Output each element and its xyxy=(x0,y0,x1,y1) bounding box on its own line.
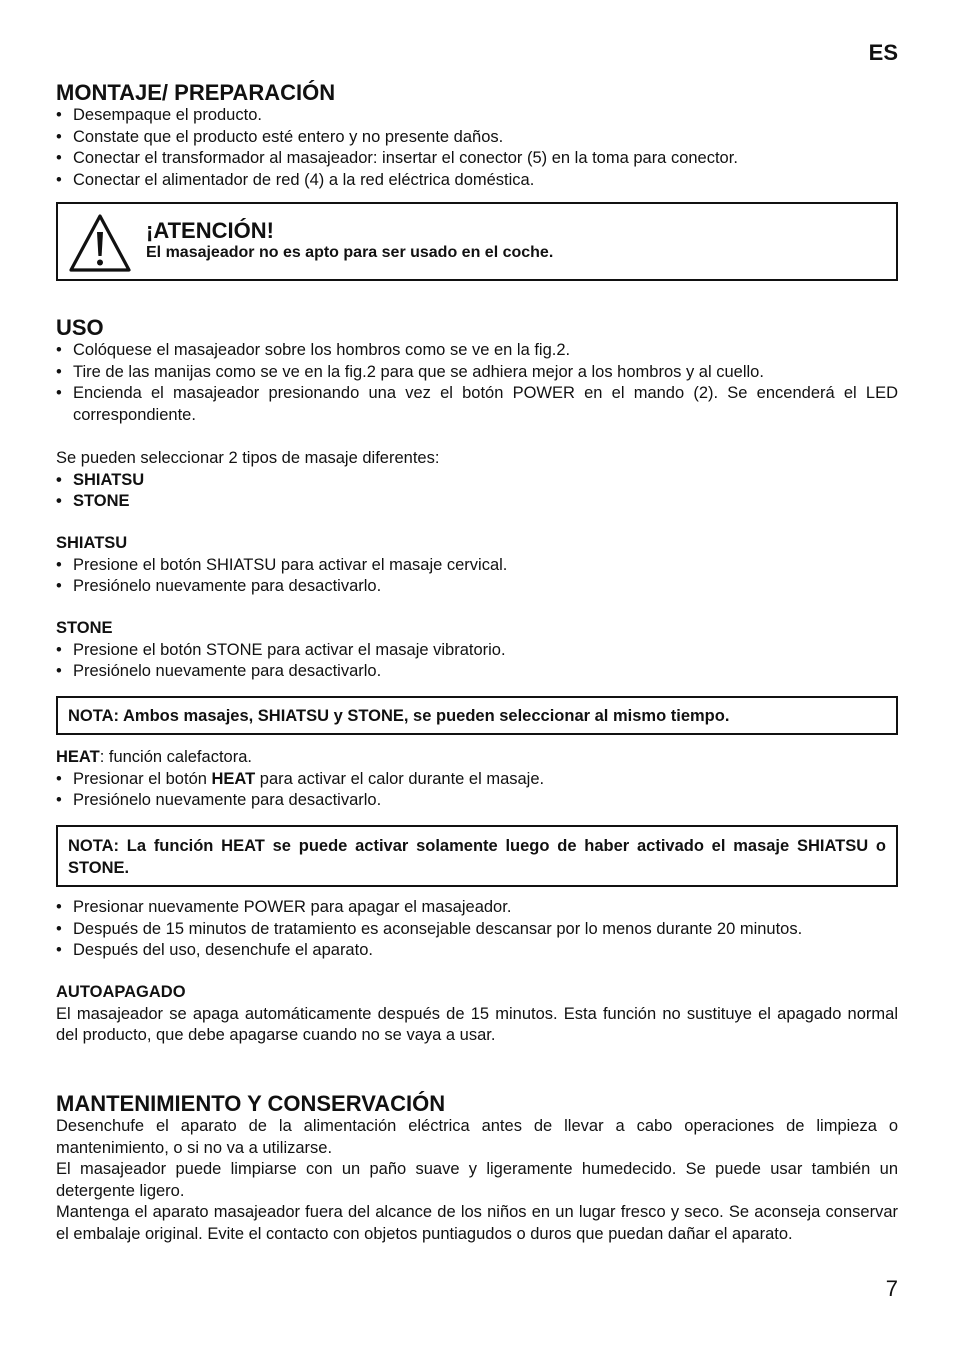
list-item: • Presiónelo nuevamente para desactivarlo. xyxy=(56,661,898,683)
stone-list xyxy=(56,640,898,683)
uso-list xyxy=(56,340,898,426)
list-item: • Tire de las manijas como se ve en la fig.2 para que se adhiera mejor a los hombros y al cuello. xyxy=(56,362,898,384)
warning-text: El masajeador no es apto para ser usado en el coche. xyxy=(146,244,554,261)
page-number: 7 xyxy=(885,1276,898,1301)
list-item: • Después de 15 minutos de tratamiento es aconsejable descansar por lo menos durante 20 minutos. xyxy=(56,919,898,941)
list-item: • Presiónelo nuevamente para desactivarlo. xyxy=(56,576,898,598)
massage-types xyxy=(56,448,898,513)
heat-item-text: para activar el calor durante el masaje. xyxy=(255,769,545,788)
section-title-montaje: MONTAJE/ PREPARACIÓN xyxy=(56,80,336,105)
section-power-off xyxy=(56,897,898,962)
montaje-list xyxy=(56,105,898,191)
mantenimiento-paragraph: Desenchufe el aparato de la alimentación eléctrica antes de llevar a cabo operaciones de limpieza o mantenimiento, o si no va a utilizarse. xyxy=(56,1117,898,1157)
warning-icon xyxy=(68,213,132,273)
list-item: • Constate que el producto esté entero y no presente daños. xyxy=(56,127,898,149)
heat-item-bold: HEAT xyxy=(211,769,256,788)
subsection-title-shiatsu: SHIATSU xyxy=(56,534,128,552)
heat-list xyxy=(56,769,898,812)
note-text-2: NOTA: La función HEAT se puede activar solamente luego de haber activado el masaje SHIATSU o STONE. xyxy=(68,837,886,877)
list-item: • STONE xyxy=(56,491,898,513)
shiatsu-list xyxy=(56,555,898,598)
heat-description xyxy=(56,747,898,769)
power-off-list xyxy=(56,897,898,962)
list-item: • Presione el botón STONE para activar el masaje vibratorio. xyxy=(56,640,898,662)
list-item: • Encienda el masajeador presionando una vez el botón POWER en el mando (2). Se encenderá el LED correspondiente. xyxy=(56,383,898,426)
section-mantenimiento xyxy=(56,1091,898,1245)
subsection-title-stone: STONE xyxy=(56,619,113,637)
section-heat xyxy=(56,747,898,812)
subsection-title-autoapagado: AUTOAPAGADO xyxy=(56,983,186,1001)
types-intro: Se pueden seleccionar 2 tipos de masaje diferentes: xyxy=(56,449,440,467)
list-item: • Colóquese el masajeador sobre los hombros como se ve en la fig.2. xyxy=(56,340,898,362)
list-item: • Conectar el transformador al masajeador: insertar el conector (5) en la toma para conector. xyxy=(56,148,898,170)
section-stone xyxy=(56,618,898,683)
section-title-uso: USO xyxy=(56,315,104,340)
warning-title: ¡ATENCIÓN! xyxy=(146,218,274,243)
list-item: • Conectar el alimentador de red (4) a la red eléctrica doméstica. xyxy=(56,170,898,192)
section-shiatsu xyxy=(56,533,898,598)
note-box-1 xyxy=(56,696,898,735)
list-item: • Después del uso, desenchufe el aparato. xyxy=(56,940,898,962)
section-uso xyxy=(56,315,898,426)
list-item: • SHIATSU xyxy=(56,470,898,492)
section-autoapagado xyxy=(56,982,898,1047)
list-item xyxy=(56,769,898,791)
mantenimiento-paragraph: Mantenga el aparato masajeador fuera del alcance de los niños en un lugar fresco y seco. Se aconseja conservar el embalaje original. Evite el contacto con objetos puntiagudos o duros que puedan dañar el aparato. xyxy=(56,1203,898,1243)
heat-label: HEAT xyxy=(56,748,100,766)
language-tag: ES xyxy=(868,40,898,65)
heat-item-text: Presionar el botón xyxy=(73,769,212,788)
warning-box xyxy=(56,202,898,281)
section-montaje xyxy=(56,80,898,191)
mantenimiento-paragraph: El masajeador puede limpiarse con un paño suave y ligeramente humedecido. Se puede usar también un detergente ligero. xyxy=(56,1160,898,1200)
autoapagado-text: El masajeador se apaga automáticamente después de 15 minutos. Esta función no sustituye el apagado normal del producto, que debe apagarse cuando no se vaya a usar. xyxy=(56,1004,898,1044)
note-text-1: NOTA: Ambos masajes, SHIATSU y STONE, se pueden seleccionar al mismo tiempo. xyxy=(68,707,730,725)
heat-desc: : función calefactora. xyxy=(99,748,252,766)
list-item: • Presione el botón SHIATSU para activar el masaje cervical. xyxy=(56,555,898,577)
section-title-mantenimiento: MANTENIMIENTO Y CONSERVACIÓN xyxy=(56,1091,446,1116)
types-list xyxy=(56,470,898,513)
note-box-2 xyxy=(56,825,898,887)
list-item: • Presionar nuevamente POWER para apagar el masajeador. xyxy=(56,897,898,919)
list-item: • Presiónelo nuevamente para desactivarlo. xyxy=(56,790,898,812)
list-item: • Desempaque el producto. xyxy=(56,105,898,127)
